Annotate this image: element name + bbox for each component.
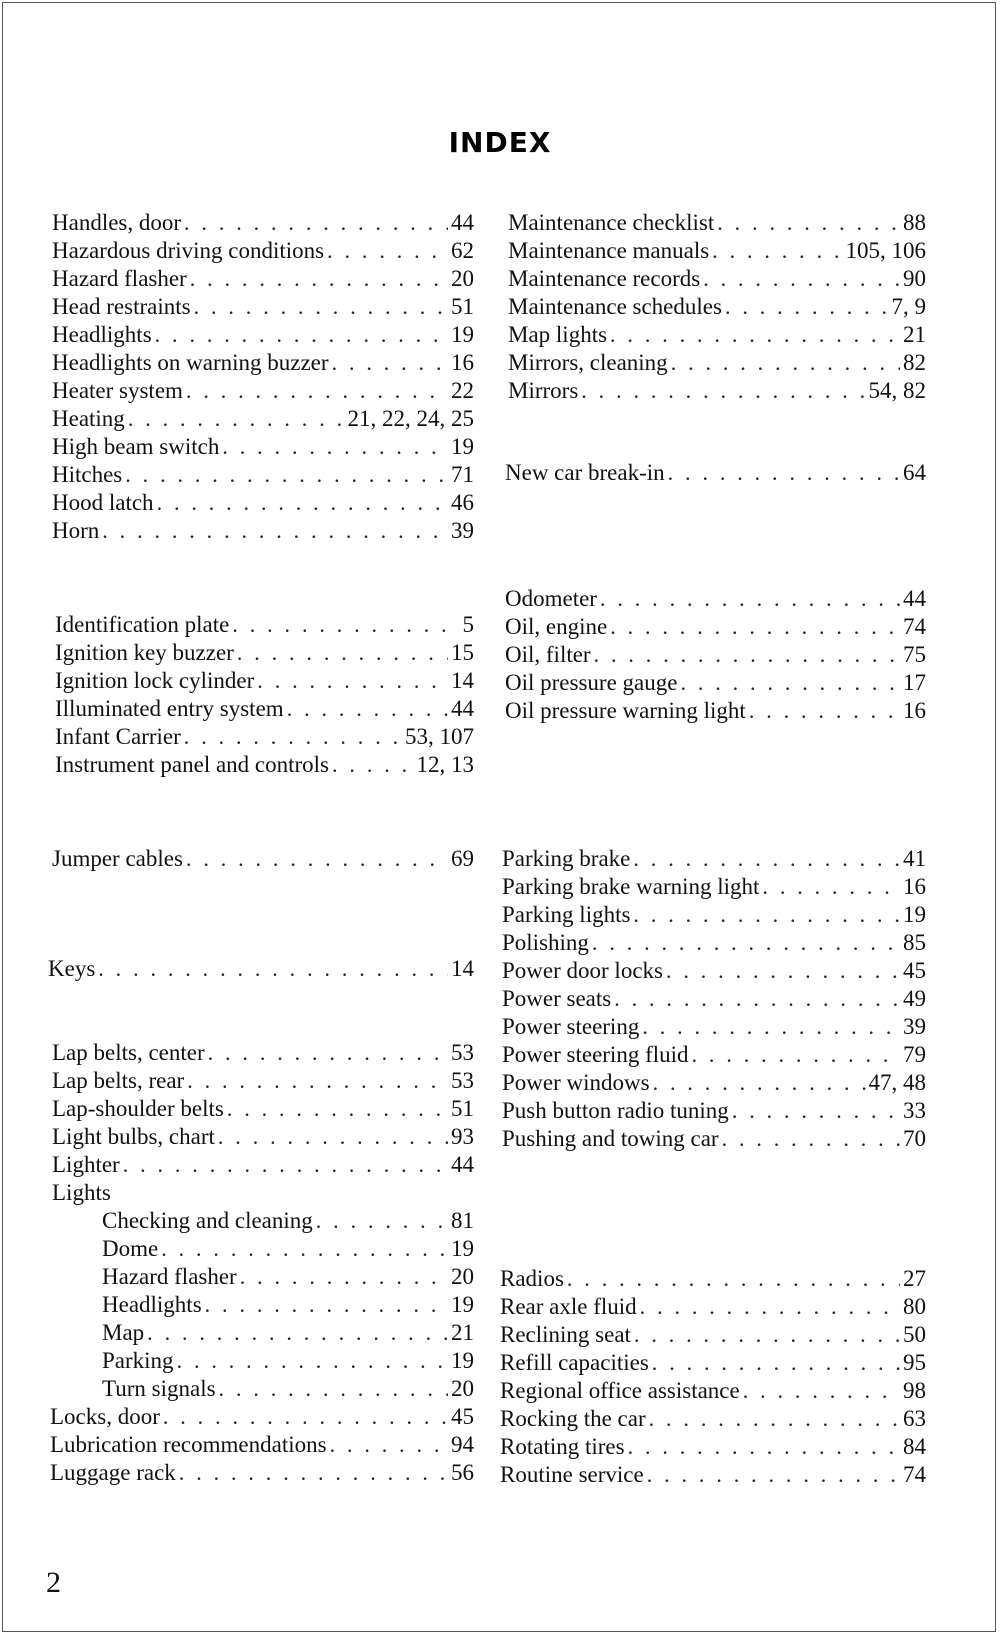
dot-leader (161, 1236, 448, 1262)
dot-leader (567, 1266, 900, 1292)
entry-term: Push button radio tuning (502, 1098, 729, 1123)
entry-page-ref: 19 (451, 1236, 474, 1261)
index-entry (52, 518, 474, 547)
dot-leader (147, 1320, 448, 1346)
index-entry (500, 1462, 926, 1491)
index-entry (52, 1096, 474, 1125)
dot-leader (628, 1434, 900, 1460)
entry-page-ref: 85 (903, 930, 926, 955)
dot-leader (222, 434, 448, 460)
index-entry (500, 1434, 926, 1463)
entry-term: Reclining seat (500, 1322, 631, 1347)
index-entry (52, 434, 474, 463)
dot-leader (184, 210, 448, 236)
index-entry (52, 1124, 474, 1153)
index-entry (50, 1460, 474, 1489)
entry-term: Oil pressure warning light (505, 698, 746, 723)
index-entry (508, 350, 926, 379)
dot-leader (581, 378, 865, 404)
entry-term: Power door locks (502, 958, 663, 983)
dot-leader (633, 846, 900, 872)
entry-page-ref: 33 (903, 1098, 926, 1123)
entry-term: Luggage rack (50, 1460, 176, 1485)
entry-term: Mirrors (508, 378, 579, 403)
entry-page-ref: 88 (903, 210, 926, 235)
entry-term: Ignition lock cylinder (55, 668, 255, 693)
dot-leader (237, 640, 448, 666)
entry-term: Lubrication recommendations (50, 1432, 327, 1457)
entry-page-ref: 12, 13 (416, 752, 474, 777)
entry-page-ref: 22 (451, 378, 474, 403)
entry-page-ref: 16 (451, 350, 474, 375)
entry-term: Handles, door (52, 210, 182, 235)
dot-leader (186, 846, 448, 872)
index-entry (500, 1378, 926, 1407)
entry-page-ref: 19 (451, 322, 474, 347)
index-entry (502, 902, 926, 931)
dot-leader (218, 1124, 448, 1150)
index-entry (508, 238, 926, 267)
entry-page-ref: 74 (903, 614, 926, 639)
entry-page-ref: 44 (451, 696, 474, 721)
entry-term: Map lights (508, 322, 608, 347)
index-entry (102, 1292, 474, 1321)
entry-page-ref: 21 (451, 1320, 474, 1345)
entry-term: Pushing and towing car (502, 1126, 719, 1151)
index-entry (502, 846, 926, 875)
index-entry (505, 586, 926, 615)
entry-page-ref: 56 (451, 1460, 474, 1485)
dot-leader (98, 956, 448, 982)
index-entry (50, 1432, 474, 1461)
dot-leader (725, 294, 889, 320)
entry-page-ref: 39 (451, 518, 474, 543)
entry-page-ref: 53 (451, 1068, 474, 1093)
index-entry (52, 294, 474, 323)
entry-term: Odometer (505, 586, 597, 611)
entry-term: Jumper cables (52, 846, 183, 871)
entry-term: Heater system (52, 378, 183, 403)
entry-page-ref: 70 (903, 1126, 926, 1151)
entry-page-ref: 94 (451, 1432, 474, 1457)
entry-term: Head restraints (52, 294, 191, 319)
entry-page-ref: 90 (903, 266, 926, 291)
entry-term: Turn signals (102, 1376, 216, 1401)
entry-term: Headlights (52, 322, 152, 347)
entry-term: Instrument panel and controls (55, 752, 330, 777)
entry-term: Rocking the car (500, 1406, 646, 1431)
dot-leader (330, 1432, 448, 1458)
dot-leader (332, 752, 413, 778)
entry-term: Locks, door (50, 1404, 160, 1429)
index-entry (52, 322, 474, 351)
index-entry (508, 378, 926, 407)
entry-term: Hood latch (52, 490, 154, 515)
entry-page-ref: 20 (451, 1264, 474, 1289)
entry-term: Radios (500, 1266, 564, 1291)
entry-term: Power windows (502, 1070, 650, 1095)
index-entry (52, 266, 474, 295)
entry-term: Parking brake (502, 846, 631, 871)
index-entry (52, 462, 474, 491)
dot-leader (316, 1208, 448, 1234)
dot-leader (653, 1070, 866, 1096)
entry-term: Rear axle fluid (500, 1294, 637, 1319)
entry-term: Maintenance checklist (508, 210, 715, 235)
index-entry (52, 846, 474, 875)
dot-leader (177, 1348, 448, 1374)
entry-term: Ignition key buzzer (55, 640, 234, 665)
entry-page-ref: 46 (451, 490, 474, 515)
entry-term: Illuminated entry system (55, 696, 284, 721)
entry-term: New car break-in (505, 460, 665, 485)
entry-page-ref: 14 (451, 956, 474, 981)
entry-page-ref: 17 (903, 670, 926, 695)
dot-leader (671, 350, 900, 376)
dot-leader (125, 462, 448, 488)
entry-page-ref: 53, 107 (405, 724, 474, 749)
index-entry (55, 640, 474, 669)
dot-leader (640, 1294, 900, 1320)
entry-term: Maintenance schedules (508, 294, 722, 319)
dot-leader (163, 1404, 448, 1430)
dot-leader (633, 902, 900, 928)
index-entry (102, 1264, 474, 1293)
entry-page-ref: 39 (903, 1014, 926, 1039)
entry-page-ref: 74 (903, 1462, 926, 1487)
entry-term: High beam switch (52, 434, 220, 459)
entry-term: Keys (48, 956, 96, 981)
dot-leader (227, 1096, 448, 1122)
index-entry (52, 378, 474, 407)
index-entry (500, 1350, 926, 1379)
entry-term: Checking and cleaning (102, 1208, 313, 1233)
dot-leader (194, 294, 448, 320)
dot-leader (649, 1406, 900, 1432)
entry-term: Polishing (502, 930, 589, 955)
index-entry (502, 986, 926, 1015)
dot-leader (232, 612, 459, 638)
dot-leader (680, 670, 900, 696)
dot-leader (219, 1376, 448, 1402)
entry-term: Parking (102, 1348, 174, 1373)
entry-page-ref: 75 (903, 642, 926, 667)
entry-page-ref: 93 (451, 1124, 474, 1149)
entry-term: Power steering (502, 1014, 640, 1039)
entry-page-ref: 19 (451, 1292, 474, 1317)
entry-term: Oil pressure gauge (505, 670, 678, 695)
entry-page-ref: 47, 48 (868, 1070, 926, 1095)
index-entry (102, 1320, 474, 1349)
entry-page-ref: 19 (451, 1348, 474, 1373)
index-entry (52, 1180, 474, 1209)
index-entry (505, 698, 926, 727)
entry-page-ref: 79 (903, 1042, 926, 1067)
index-entry (502, 1014, 926, 1043)
entry-page-ref: 54, 82 (868, 378, 926, 403)
entry-term: Maintenance manuals (508, 238, 710, 263)
index-entry (55, 696, 474, 725)
index-entry (52, 1068, 474, 1097)
entry-page-ref: 21 (903, 322, 926, 347)
dot-leader (205, 1292, 448, 1318)
entry-page-ref: 98 (903, 1378, 926, 1403)
entry-term: Lighter (52, 1152, 120, 1177)
entry-page-ref: 45 (451, 1404, 474, 1429)
dot-leader (332, 350, 448, 376)
dot-leader (102, 518, 448, 544)
index-entry (55, 724, 474, 753)
dot-leader (179, 1460, 448, 1486)
entry-term: Parking lights (502, 902, 631, 927)
entry-term: Power steering fluid (502, 1042, 689, 1067)
page-number: 2 (46, 1566, 61, 1599)
entry-page-ref: 53 (451, 1040, 474, 1065)
index-entry (508, 322, 926, 351)
index-entry (52, 210, 474, 239)
entry-page-ref: 84 (903, 1434, 926, 1459)
entry-page-ref: 64 (903, 460, 926, 485)
entry-term: Hazard flasher (52, 266, 187, 291)
dot-leader (610, 614, 900, 640)
index-entry (500, 1322, 926, 1351)
entry-page-ref: 7, 9 (891, 294, 926, 319)
entry-page-ref: 44 (451, 210, 474, 235)
dot-leader (732, 1098, 900, 1124)
entry-page-ref: 16 (903, 874, 926, 899)
dot-leader (592, 930, 900, 956)
index-entry (55, 752, 474, 781)
entry-term: Hazardous driving conditions (52, 238, 325, 263)
entry-page-ref: 19 (451, 434, 474, 459)
entry-term: Refill capacities (500, 1350, 649, 1375)
index-entry (505, 642, 926, 671)
entry-term: Routine service (500, 1462, 644, 1487)
index-entry (508, 294, 926, 323)
dot-leader (240, 1264, 448, 1290)
index-entry (505, 670, 926, 699)
index-entry (52, 406, 474, 435)
dot-leader (128, 406, 345, 432)
index-entry (500, 1406, 926, 1435)
entry-page-ref: 71 (451, 462, 474, 487)
dot-leader (634, 1322, 900, 1348)
dot-leader (668, 460, 900, 486)
dot-leader (287, 696, 448, 722)
entry-page-ref: 81 (451, 1208, 474, 1233)
index-entry (52, 490, 474, 519)
dot-leader (257, 668, 448, 694)
index-entry (500, 1294, 926, 1323)
index-entry (52, 1040, 474, 1069)
entry-term: Horn (52, 518, 100, 543)
entry-page-ref: 51 (451, 294, 474, 319)
index-entry (505, 460, 926, 489)
entry-page-ref: 45 (903, 958, 926, 983)
dot-leader (743, 1378, 900, 1404)
entry-term: Lights (52, 1180, 111, 1205)
entry-page-ref: 95 (903, 1350, 926, 1375)
dot-leader (762, 874, 900, 900)
entry-term: Dome (102, 1236, 159, 1261)
entry-page-ref: 44 (903, 586, 926, 611)
index-entry (502, 874, 926, 903)
entry-page-ref: 20 (451, 266, 474, 291)
index-entry (102, 1376, 474, 1405)
dot-leader (157, 490, 448, 516)
index-entry (102, 1236, 474, 1265)
dot-leader (327, 238, 448, 264)
entry-term: Infant Carrier (55, 724, 181, 749)
index-entry (502, 1042, 926, 1071)
dot-leader (666, 958, 900, 984)
entry-term: Rotating tires (500, 1434, 625, 1459)
entry-term: Oil, filter (505, 642, 591, 667)
index-entry (52, 350, 474, 379)
entry-page-ref: 80 (903, 1294, 926, 1319)
index-entry (508, 266, 926, 295)
index-entry (52, 1152, 474, 1181)
dot-leader (190, 266, 448, 292)
entry-page-ref: 16 (903, 698, 926, 723)
entry-term: Mirrors, cleaning (508, 350, 668, 375)
entry-page-ref: 49 (903, 986, 926, 1011)
entry-term: Lap belts, center (52, 1040, 205, 1065)
dot-leader (208, 1040, 448, 1066)
dot-leader (642, 1014, 900, 1040)
dot-leader (647, 1462, 900, 1488)
entry-page-ref: 15 (451, 640, 474, 665)
entry-term: Hazard flasher (102, 1264, 237, 1289)
entry-page-ref: 82 (903, 350, 926, 375)
dot-leader (123, 1152, 448, 1178)
index-entry (55, 612, 474, 641)
dot-leader (155, 322, 448, 348)
index-entry (52, 238, 474, 267)
index-entry (502, 958, 926, 987)
entry-page-ref: 27 (903, 1266, 926, 1291)
entry-term: Maintenance records (508, 266, 701, 291)
entry-term: Headlights on warning buzzer (52, 350, 329, 375)
entry-term: Light bulbs, chart (52, 1124, 215, 1149)
index-entry (505, 614, 926, 643)
dot-leader (717, 210, 900, 236)
index-entry (508, 210, 926, 239)
entry-term: Identification plate (55, 612, 230, 637)
entry-page-ref: 51 (451, 1096, 474, 1121)
index-entry (502, 1126, 926, 1155)
entry-term: Lap belts, rear (52, 1068, 185, 1093)
dot-leader (749, 698, 900, 724)
dot-leader (712, 238, 842, 264)
index-entry (502, 1098, 926, 1127)
entry-term: Oil, engine (505, 614, 608, 639)
dot-leader (186, 378, 448, 404)
entry-page-ref: 5 (462, 612, 474, 637)
entry-page-ref: 19 (903, 902, 926, 927)
index-entry (102, 1348, 474, 1377)
entry-term: Heating (52, 406, 125, 431)
dot-leader (703, 266, 900, 292)
entry-page-ref: 105, 106 (845, 238, 926, 263)
index-entry (48, 956, 474, 985)
index-title: INDEX (448, 126, 552, 159)
entry-term: Power seats (502, 986, 612, 1011)
dot-leader (614, 986, 900, 1012)
index-entry (502, 930, 926, 959)
dot-leader (722, 1126, 900, 1152)
entry-page-ref: 63 (903, 1406, 926, 1431)
entry-page-ref: 41 (903, 846, 926, 871)
entry-page-ref: 69 (451, 846, 474, 871)
entry-term: Regional office assistance (500, 1378, 740, 1403)
entry-term: Parking brake warning light (502, 874, 760, 899)
entry-term: Hitches (52, 462, 123, 487)
entry-page-ref: 20 (451, 1376, 474, 1401)
index-entry (102, 1208, 474, 1237)
entry-page-ref: 44 (451, 1152, 474, 1177)
dot-leader (610, 322, 900, 348)
dot-leader (692, 1042, 900, 1068)
entry-page-ref: 21, 22, 24, 25 (347, 406, 474, 431)
entry-term: Headlights (102, 1292, 202, 1317)
entry-page-ref: 62 (451, 238, 474, 263)
dot-leader (594, 642, 900, 668)
dot-leader (600, 586, 900, 612)
entry-page-ref: 50 (903, 1322, 926, 1347)
index-entry (55, 668, 474, 697)
dot-leader (184, 724, 402, 750)
index-entry (500, 1266, 926, 1295)
dot-leader (652, 1350, 900, 1376)
entry-term: Map (102, 1320, 145, 1345)
dot-leader (187, 1068, 448, 1094)
entry-page-ref: 14 (451, 668, 474, 693)
entry-term: Lap-shoulder belts (52, 1096, 224, 1121)
index-entry (502, 1070, 926, 1099)
index-entry (50, 1404, 474, 1433)
